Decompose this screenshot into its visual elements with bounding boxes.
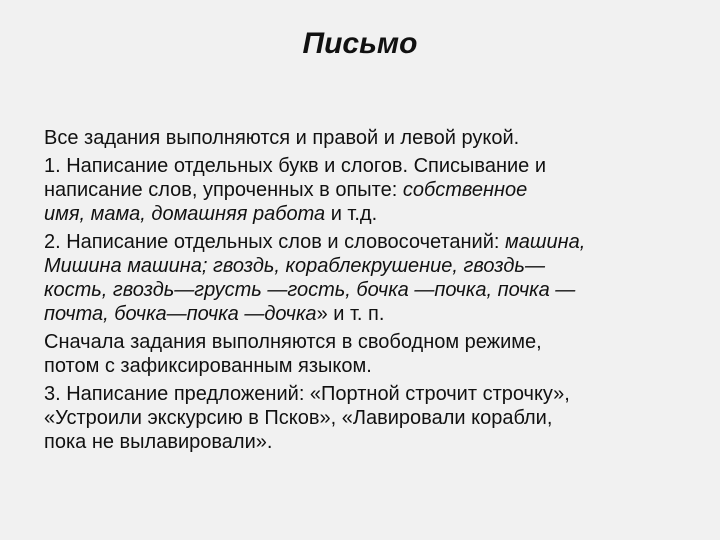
text: 1. Написание отдельных букв и слогов. Списывание и (44, 155, 547, 177)
text: «Устроили экскурсию в Псков», «Лавировали корабли, (44, 407, 553, 429)
text-line (44, 278, 684, 302)
text: пока не вылавировали». (44, 431, 273, 453)
text-line (44, 302, 684, 326)
italic-text: имя, мама, домашняя работа (44, 203, 326, 225)
text-line (44, 430, 684, 454)
text: » и т. п. (316, 303, 385, 325)
text-line (44, 230, 684, 254)
paragraph (44, 330, 684, 378)
paragraph (44, 126, 684, 150)
text: потом с зафиксированным языком. (44, 355, 372, 377)
italic-text: почта, бочка—почка —дочка (44, 303, 317, 325)
italic-text: машина, (505, 231, 586, 253)
slide-body (44, 126, 684, 458)
italic-text: кость, гвоздь—грусть —гость, бочка —почка, почка — (44, 279, 576, 301)
text: и т.д. (325, 203, 378, 225)
text-line (44, 406, 684, 430)
text: 2. Написание отдельных слов и словосочетаний: (44, 231, 506, 253)
slide-title: Письмо (302, 27, 418, 60)
text: Сначала задания выполняются в свободном режиме, (44, 331, 542, 353)
italic-text: собственное (402, 179, 528, 201)
paragraph (44, 230, 684, 326)
paragraph (44, 382, 684, 454)
text-line (44, 354, 684, 378)
paragraph (44, 154, 684, 226)
text-line (44, 178, 684, 202)
text-line (44, 154, 684, 178)
text-line (44, 382, 684, 406)
text-line (44, 254, 684, 278)
text-line (44, 126, 684, 150)
text: написание слов, упроченных в опыте: (44, 179, 403, 201)
text-line (44, 202, 684, 226)
italic-text: Мишина машина; гвоздь, кораблекрушение, гвоздь— (44, 255, 545, 277)
text: 3. Написание предложений: «Портной строчит строчку», (44, 383, 570, 405)
text: Все задания выполняются и правой и левой рукой. (44, 127, 520, 149)
text-line (44, 330, 684, 354)
